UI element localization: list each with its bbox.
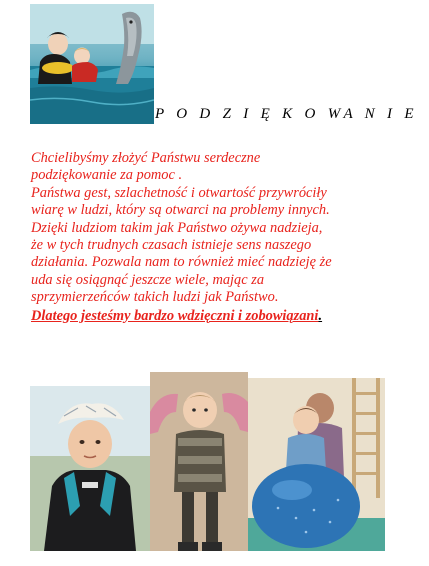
boy-paper-hat-illustration	[30, 386, 150, 551]
letter-line: Państwa gest, szlachetność i otwartość przywróciły	[31, 184, 327, 201]
thank-you-letter	[31, 150, 421, 325]
letter-line: Chcielibyśmy złożyć Państwu serdeczne	[31, 150, 261, 166]
letter-emphasis-text: Dlatego jesteśmy bardzo wdzięczni i zobowiązani	[31, 307, 319, 324]
letter-emphasis-end: .	[318, 307, 323, 324]
letter-line: sprzymierzeńców takich ludzi jak Państwo.	[31, 289, 279, 306]
letter-line: wiarę w ludzi, który są otwarci na problemy innych.	[31, 202, 330, 219]
letter-line: że w tych trudnych czasach istnieje sens naszego	[31, 237, 312, 254]
letter-line: działania. Pozwala nam to również mieć nadzieję że	[31, 254, 332, 271]
page-heading: P O D Z I Ę K O WA N I E	[155, 106, 418, 122]
therapy-ball-illustration	[248, 378, 385, 551]
letter-line: podziękowanie za pomoc .	[31, 167, 183, 184]
therapy-ball-photo	[248, 378, 385, 551]
child-walker-photo	[150, 372, 248, 551]
letter-line: uda się osiągnąć jeszcze wiele, mając za	[31, 271, 265, 288]
letter-emphasis	[31, 308, 421, 325]
letter-line: Dzięki ludziom takim jak Państwo ożywa nadzieja,	[31, 219, 323, 236]
dolphin-therapy-photo	[30, 4, 154, 124]
child-walker-illustration	[150, 372, 248, 551]
dolphin-therapy-illustration	[30, 4, 154, 124]
boy-paper-hat-photo	[30, 386, 150, 551]
